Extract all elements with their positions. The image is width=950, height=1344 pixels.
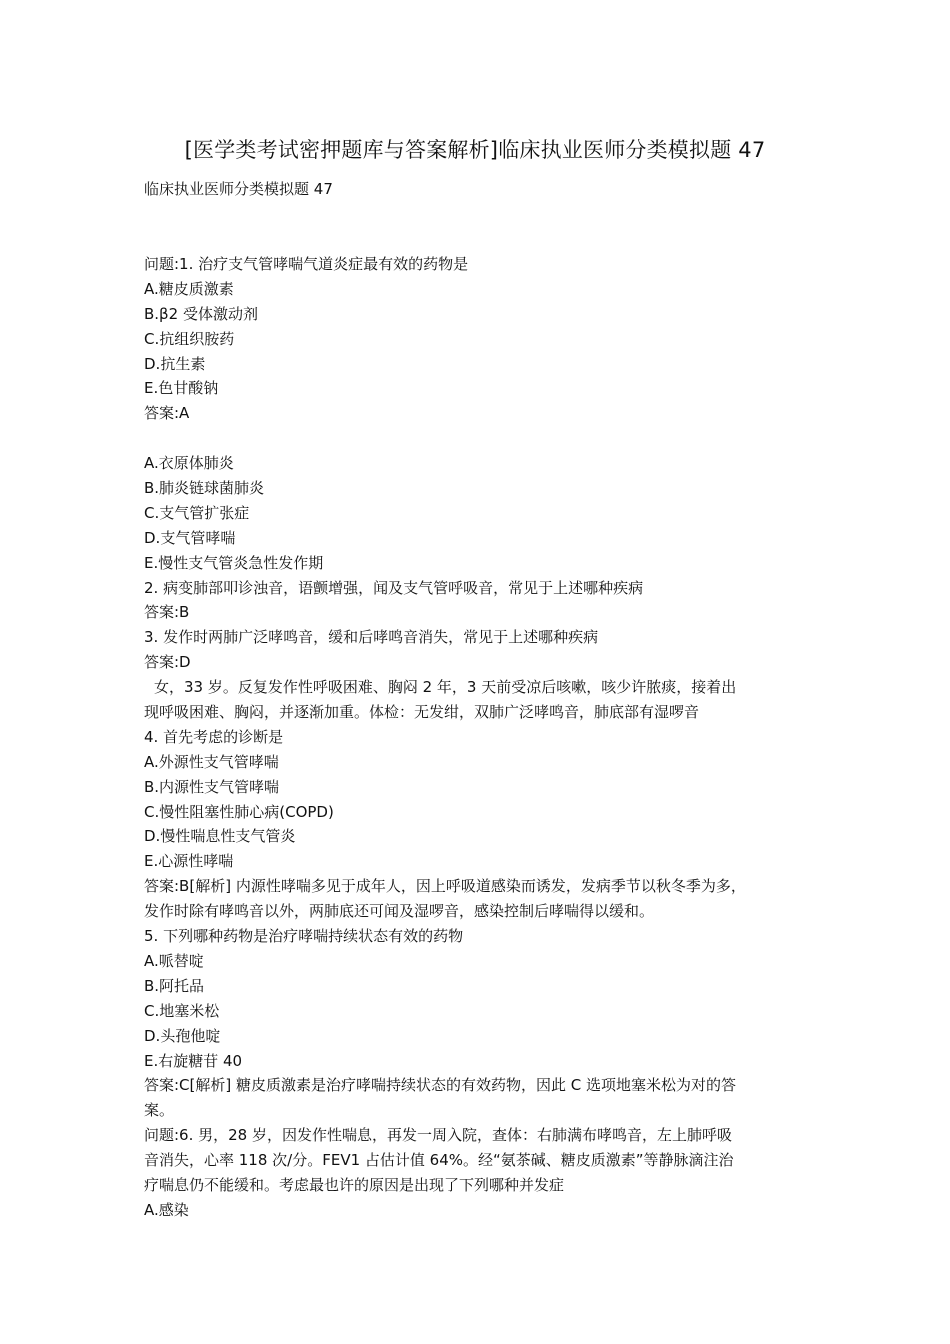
q4-option-b: B.内源性支气管哮喘 — [144, 777, 280, 796]
question-1-stem: 问题:1. 治疗支气管哮喘气道炎症最有效的药物是 — [144, 255, 469, 273]
q5-option-e: E.右旋糖苷 40 — [144, 1051, 243, 1070]
question-content — [144, 252, 814, 1223]
shared-option-e: E.慢性支气管炎急性发作期 — [144, 553, 324, 572]
q5-answer-line-1: 答案:C[解析] 糖皮质激素是治疗哮喘持续状态的有效药物，因此 C 选项地塞米松为对的答 — [144, 1076, 737, 1095]
q5-option-a: A.哌替啶 — [144, 951, 204, 970]
q5-answer-line-2: 案。 — [144, 1101, 175, 1120]
q1-option-b: B.β2 受体激动剂 — [144, 304, 258, 323]
q5-option-c: C.地塞米松 — [144, 1001, 220, 1020]
document-subtitle: 临床执业医师分类模拟题 47 — [144, 180, 333, 198]
q4-option-c: C.慢性阻塞性肺心病(COPD) — [144, 802, 334, 821]
question-6-stem-line-3: 疗喘息仍不能缓和。考虑最也许的原因是出现了下列哪种并发症 — [144, 1175, 565, 1194]
q3-answer: 答案:D — [144, 653, 191, 672]
q6-option-a: A.感染 — [144, 1200, 189, 1219]
q4-option-e: E.心源性哮喘 — [144, 852, 234, 871]
question-6-stem-line-1: 问题:6. 男，28 岁，因发作性喘息，再发一周入院，查体：右肺满布哮鸣音，左上肺呼吸 — [144, 1126, 732, 1145]
question-6-stem-line-2: 音消失，心率 118 次/分。FEV1 占估计值 64%。经“氨茶碱、糖皮质激素”等静脉滴注治 — [144, 1151, 734, 1170]
q1-option-a: A.糖皮质激素 — [144, 279, 234, 298]
q5-option-d: D.头孢他啶 — [144, 1026, 221, 1045]
q2-answer: 答案:B — [144, 603, 190, 622]
q4-option-d: D.慢性喘息性支气管炎 — [144, 827, 296, 846]
question-5-stem: 5. 下列哪种药物是治疗哮喘持续状态有效的药物 — [144, 927, 464, 946]
q5-option-b: B.阿托品 — [144, 976, 205, 995]
shared-option-c: C.支气管扩张症 — [144, 503, 250, 522]
q4-answer-line-2: 发作时除有哮鸣音以外，两肺底还可闻及湿啰音，感染控制后哮喘得以缓和。 — [144, 902, 655, 921]
document-title: [医学类考试密押题库与答案解析]临床执业医师分类模拟题 47 — [184, 138, 766, 162]
question-4-stem: 4. 首先考虑的诊断是 — [144, 727, 284, 746]
shared-option-d: D.支气管哮喘 — [144, 528, 236, 547]
question-3-stem: 3. 发作时两肺广泛哮鸣音，缓和后哮鸣音消失，常见于上述哪种疾病 — [144, 628, 599, 647]
shared-option-a: A.衣原体肺炎 — [144, 454, 234, 473]
shared-option-b: B.肺炎链球菌肺炎 — [144, 479, 265, 498]
q4-option-a: A.外源性支气管哮喘 — [144, 752, 279, 771]
case-description-line-1: 女，33 岁。反复发作性呼吸困难、胸闷 2 年，3 天前受凉后咳嗽，咳少许脓痰，接着出 — [154, 678, 737, 697]
q1-option-d: D.抗生素 — [144, 354, 206, 373]
q1-answer: 答案:A — [144, 404, 190, 423]
case-description-line-2: 现呼吸困难、胸闷，并逐渐加重。体检：无发绀，双肺广泛哮鸣音，肺底部有湿啰音 — [144, 703, 700, 722]
q4-answer-line-1: 答案:B[解析] 内源性哮喘多见于成年人，因上呼吸道感染而诱发，发病季节以秋冬季为多， — [144, 877, 746, 896]
question-2-stem: 2. 病变肺部叩诊浊音，语颤增强，闻及支气管呼吸音，常见于上述哪种疾病 — [144, 578, 644, 597]
q1-option-c: C.抗组织胺药 — [144, 329, 235, 348]
blank-line — [144, 426, 814, 451]
q1-option-e: E.色甘酸钠 — [144, 379, 219, 398]
